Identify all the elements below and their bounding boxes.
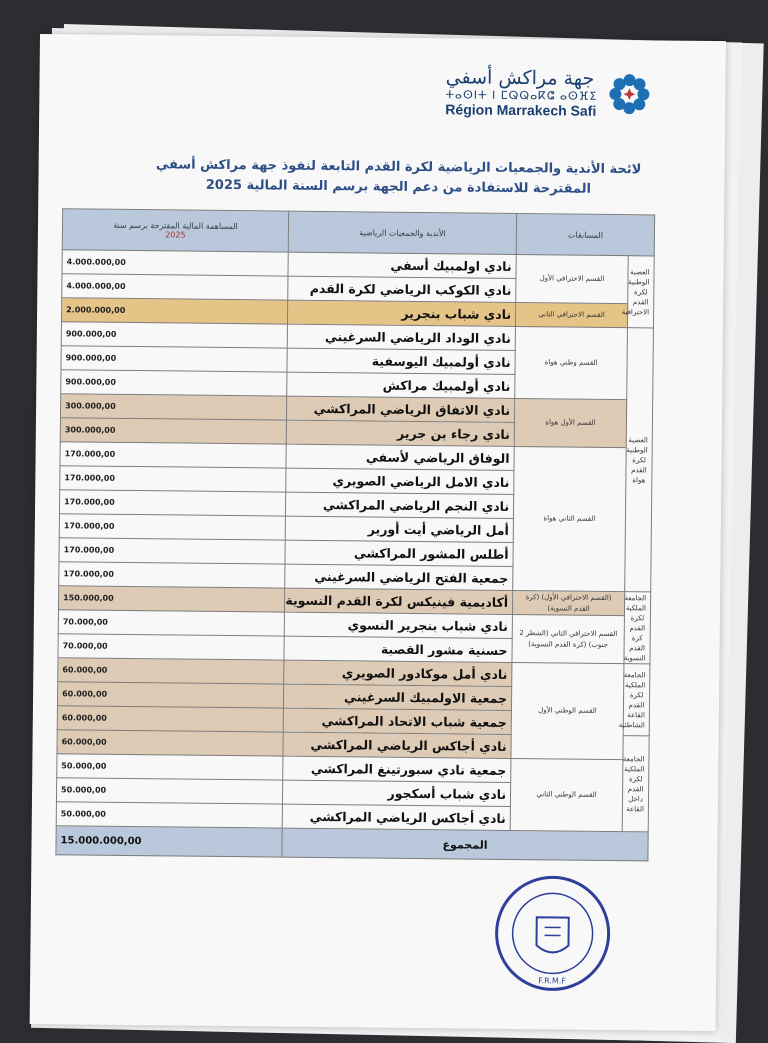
club-name: نادي شباب أسكجور xyxy=(282,780,510,806)
amount-cell: 60.000,00 xyxy=(57,682,283,708)
amount-cell: 70.000,00 xyxy=(58,634,284,660)
amount-cell: 170.000,00 xyxy=(60,442,286,468)
document-page xyxy=(30,34,726,1031)
club-name: نادي النجم الرياضي المراكشي xyxy=(285,492,513,518)
club-name: جمعية الفتح الرياضي السرغيني xyxy=(285,564,513,590)
amount-cell: 2.000.000,00 xyxy=(61,298,287,324)
club-name: نادي الوداد الرياضي السرغيني xyxy=(287,324,515,350)
amount-cell: 900.000,00 xyxy=(61,346,287,372)
amount-cell: 60.000,00 xyxy=(58,658,284,684)
region-name-french: Région Marrakech Safi xyxy=(445,101,597,119)
header-amount-year: 2025 xyxy=(165,230,186,240)
total-row xyxy=(56,826,648,861)
frmf-stamp-icon xyxy=(492,873,613,994)
club-name: نادي اولمبيك أسفي xyxy=(288,252,516,278)
header-competitions: المسابقات xyxy=(516,214,654,256)
amount-cell: 60.000,00 xyxy=(57,706,283,732)
division-cell: القسم الأول هواة xyxy=(514,398,627,447)
title-line-1: لائحة الأندية والجمعيات الرياضية لكرة القدم التابعة لنفوذ جهة مراكش أسفي xyxy=(155,157,642,178)
title-line-2: المقترحة للاستفادة من دعم الجهة برسم السنة المالية 2025 xyxy=(205,177,592,197)
category-cell: العصبة الوطنية لكرة القدم هواة xyxy=(625,328,654,592)
division-cell: القسم الاحترافي الثاني xyxy=(515,302,627,327)
club-name: أكاديمية فينيكس لكرة القدم النسوية xyxy=(284,588,512,614)
amount-cell: 170.000,00 xyxy=(59,562,285,588)
total-label: المجموع xyxy=(282,828,648,861)
division-cell: القسم الوطني الأول xyxy=(511,662,624,759)
club-name: الوفاق الرياضي لأسفي xyxy=(286,444,514,470)
amount-cell: 60.000,00 xyxy=(57,730,283,756)
amount-cell: 4.000.000,00 xyxy=(62,250,288,276)
amount-cell: 170.000,00 xyxy=(59,538,285,564)
amount-cell: 300.000,00 xyxy=(60,418,286,444)
amount-cell: 170.000,00 xyxy=(59,514,285,540)
amount-cell: 900.000,00 xyxy=(61,370,287,396)
region-logo-icon xyxy=(607,71,651,115)
club-name: نادي رجاء بن جرير xyxy=(286,420,514,446)
club-name: نادي أولمبيك مراكش xyxy=(287,372,515,398)
document-title xyxy=(138,155,658,200)
club-name: نادي أجاكس الرياضي المراكشي xyxy=(283,732,511,758)
category-cell: الجامعة الملكية لكرة القدم داخل القاعة xyxy=(622,736,649,832)
club-name: نادي شباب بنجرير xyxy=(287,300,515,326)
amount-cell: 50.000,00 xyxy=(56,778,282,804)
club-name: نادي أجاكس الرياضي المراكشي xyxy=(282,804,510,830)
amount-cell: 300.000,00 xyxy=(60,394,286,420)
division-cell: القسم الوطني الثاني xyxy=(510,758,623,831)
stamp-abbr: F.R.M.F xyxy=(538,976,567,986)
club-name: جمعية نادي سبورتينغ المراكشي xyxy=(283,756,511,782)
club-name: جمعية شباب الاتحاد المراكشي xyxy=(283,708,511,734)
category-cell: الجامعة الملكية لكرة القدم كرة القدم النسوية xyxy=(624,592,651,664)
club-name: جمعية الاولمبيك السرغيني xyxy=(283,684,511,710)
club-name: نادي الامل الرياضي الصويري xyxy=(286,468,514,494)
amount-cell: 150.000,00 xyxy=(58,586,284,612)
amount-cell: 50.000,00 xyxy=(56,802,282,828)
division-cell: القسم الاحترافي الأول xyxy=(516,254,629,303)
total-amount: 15.000.000,00 xyxy=(56,826,282,857)
club-name: حسنية مشور القصبة xyxy=(284,636,512,662)
header-amount-label: المساهمة المالية المقترحة برسم سنة xyxy=(113,220,238,232)
amount-cell: 70.000,00 xyxy=(58,610,284,636)
header-clubs: الأندية والجمعيات الرياضية xyxy=(288,211,516,254)
amount-cell: 170.000,00 xyxy=(59,490,285,516)
club-name: نادي الاتفاق الرياضي المراكشي xyxy=(286,396,514,422)
club-name: نادي أولمبيك اليوسفية xyxy=(287,348,515,374)
club-name: نادي شباب بنجرير النسوي xyxy=(284,612,512,638)
region-name-block xyxy=(445,66,597,119)
division-cell: (القسم الاحترافي الأول) (كرة القدم النسوية) xyxy=(512,590,624,615)
region-name-tifinagh: ⵜⴰⵙⵏⵜ ⵏ ⵎⵕⵕⴰⴽⵛ ⴰⵙⴼⵉ xyxy=(445,88,598,103)
category-cell: الجامعة الملكية لكرة القدم القاعة الشاطئية xyxy=(623,664,650,736)
amount-cell: 4.000.000,00 xyxy=(62,274,288,300)
amount-cell: 50.000,00 xyxy=(57,754,283,780)
club-name: أطلس المشور المراكشي xyxy=(285,540,513,566)
table-header-row xyxy=(62,209,654,256)
division-cell: القسم الاحترافي الثاني (الشطر 2 جنوب) (كرة القدم النسوية) xyxy=(512,614,625,663)
amount-cell: 170.000,00 xyxy=(60,466,286,492)
club-name: أمل الرياضي أيت أورير xyxy=(285,516,513,542)
category-cell: العصبة الوطنية لكرة القدم الاحترافية xyxy=(627,256,654,328)
division-cell: القسم وطني هواة xyxy=(515,326,628,399)
club-name: نادي أمل موكادور الصويري xyxy=(284,660,512,686)
region-name-arabic: جهة مراكش أسفي xyxy=(445,66,595,90)
club-name: نادي الكوكب الرياضي لكرة القدم xyxy=(288,276,516,302)
amount-cell: 900.000,00 xyxy=(61,322,287,348)
region-header xyxy=(445,66,651,119)
header-amount xyxy=(62,209,288,252)
division-cell: القسم الثاني هواة xyxy=(513,446,627,591)
budget-table xyxy=(55,208,655,861)
